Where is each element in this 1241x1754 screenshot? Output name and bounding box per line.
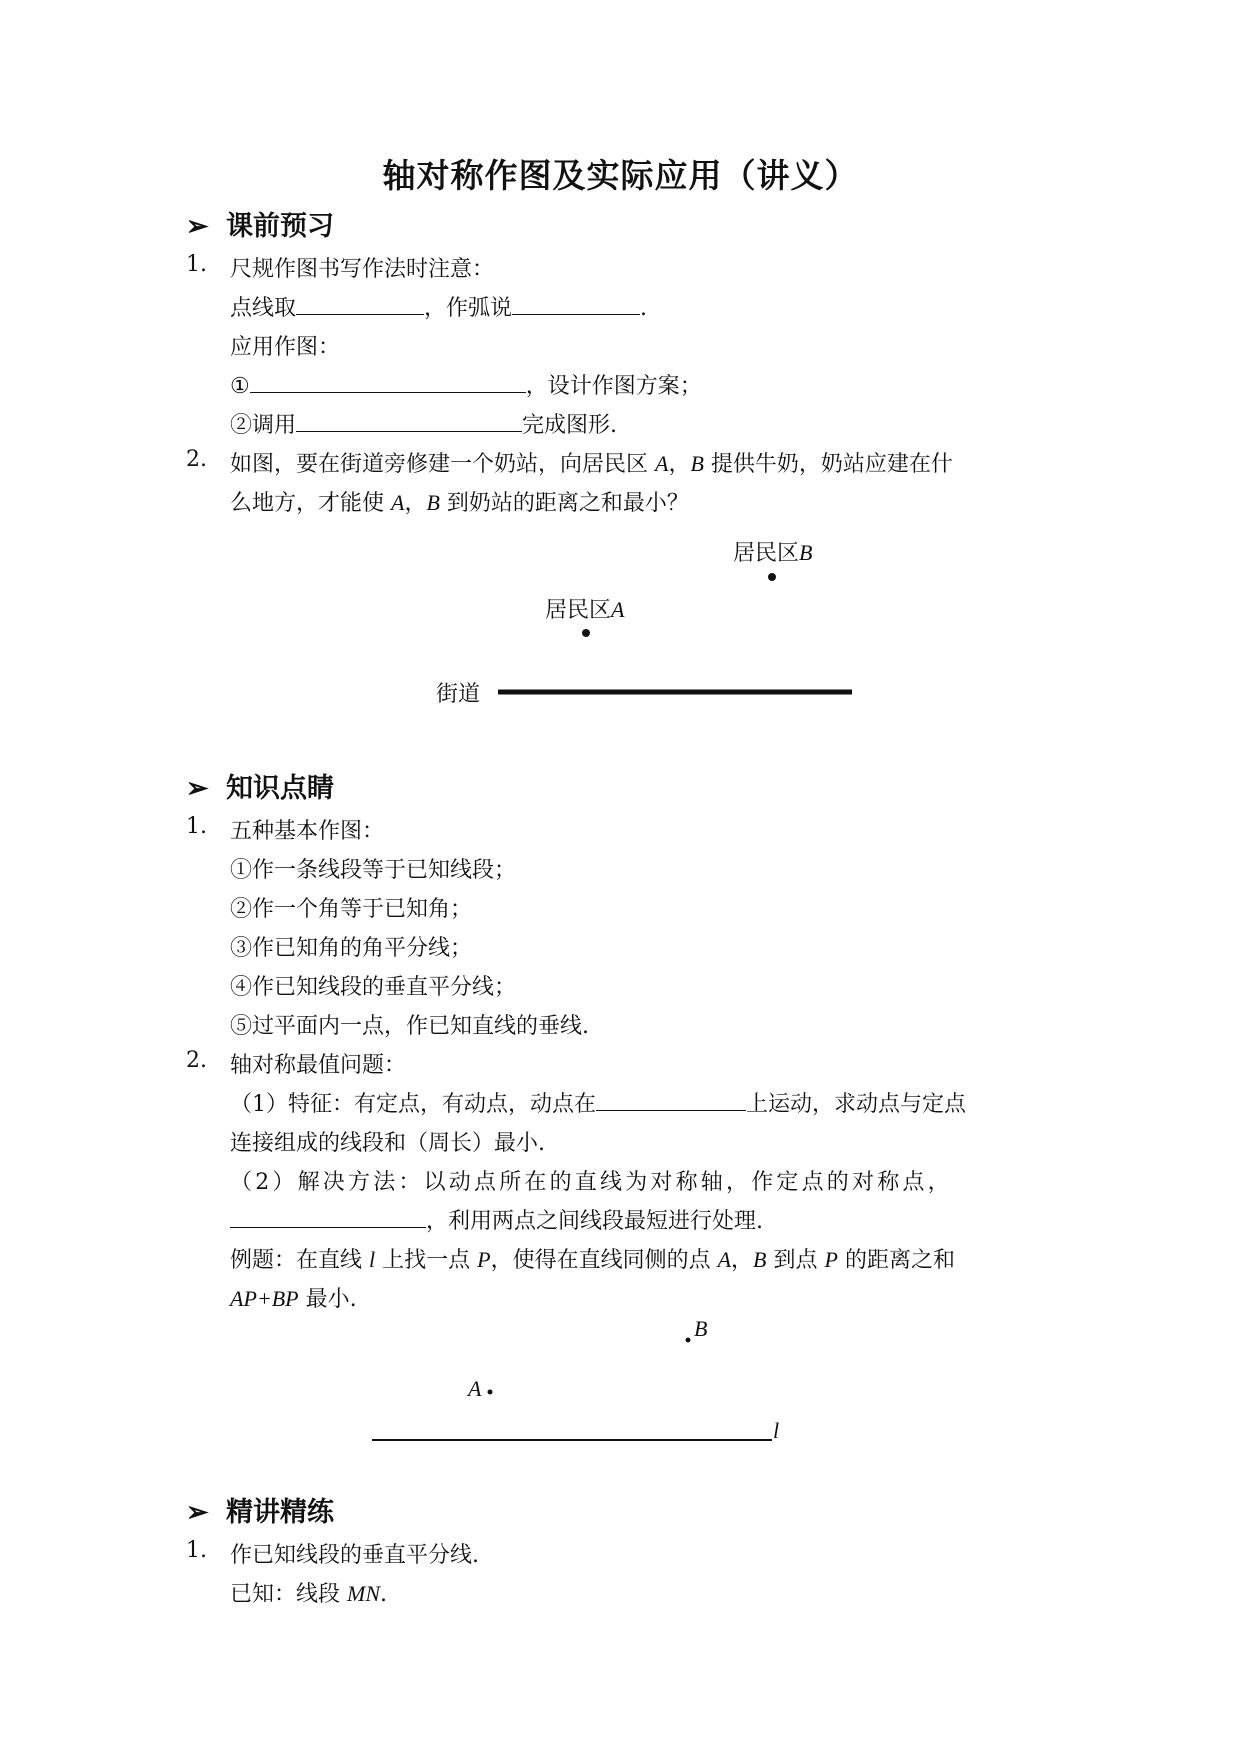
point-a-dot bbox=[488, 1390, 493, 1395]
arrow-bullet-icon: ➢ bbox=[186, 1497, 209, 1528]
question-text: （2）解决方法：以动点所在的直线为对称轴，作定点的对称点， bbox=[230, 1170, 953, 1195]
list-item: ②作一个角等于已知角； bbox=[230, 897, 473, 922]
question-number: 1. bbox=[186, 252, 207, 277]
text-segment: ， bbox=[668, 452, 691, 477]
question-number: 1. bbox=[186, 1538, 207, 1563]
text-segment: 到点 bbox=[766, 1248, 825, 1273]
text-segment: ，使得在直线同侧的点 bbox=[490, 1248, 718, 1273]
expression: AP+BP bbox=[230, 1286, 299, 1311]
text-segment: 点线取 bbox=[230, 296, 297, 321]
text-segment: 提供牛奶，奶站应建在什 bbox=[703, 452, 953, 477]
text-segment: . bbox=[380, 1582, 387, 1607]
question-text: 五种基本作图： bbox=[230, 819, 385, 844]
list-item: ③作已知角的角平分线； bbox=[230, 936, 473, 961]
point-b-label: B bbox=[694, 1316, 708, 1341]
text-segment: 例题：在直线 bbox=[230, 1248, 369, 1273]
point-label-b: B bbox=[753, 1247, 767, 1272]
text-segment: 已知：线段 bbox=[230, 1582, 347, 1607]
text-segment: 上运动，求动点与定点 bbox=[746, 1092, 967, 1117]
question-number: 2. bbox=[186, 1048, 207, 1073]
text-segment: 到奶站的距离之和最小？ bbox=[439, 491, 689, 516]
question-text bbox=[230, 1577, 387, 1608]
text-segment: 如图，要在街道旁修建一个奶站，向居民区 bbox=[230, 452, 655, 477]
section-title: 知识点睛 bbox=[226, 773, 334, 804]
street-label: 街道 bbox=[436, 682, 481, 707]
residential-b-label: 居民区B bbox=[733, 540, 813, 566]
list-item: ①作一条线段等于已知线段； bbox=[230, 858, 517, 883]
text-segment: ，作弧说 bbox=[424, 296, 513, 321]
line-label-l: l bbox=[369, 1247, 376, 1272]
question-text: 轴对称最值问题： bbox=[230, 1053, 407, 1078]
list-item: ④作已知线段的垂直平分线； bbox=[230, 975, 517, 1000]
text-segment: 么地方，才能使 bbox=[230, 491, 391, 516]
line-l-label: l bbox=[773, 1418, 780, 1443]
text-segment: ②调用 bbox=[230, 413, 297, 438]
section-title: 精讲精练 bbox=[226, 1497, 334, 1528]
section-heading-practice bbox=[186, 1490, 334, 1529]
point-label-a: A bbox=[391, 490, 405, 515]
question-text: 应用作图： bbox=[230, 335, 341, 360]
point-label-a: A bbox=[655, 451, 669, 476]
text-segment: ，利用两点之间线段最短进行处理. bbox=[426, 1209, 763, 1234]
question-text: 连接组成的线段和（周长）最小. bbox=[230, 1131, 545, 1156]
question-number: 1. bbox=[186, 814, 207, 839]
text-segment: （1）特征：有定点，有动点，动点在 bbox=[230, 1092, 596, 1117]
point-label-a: A bbox=[717, 1247, 732, 1272]
point-label-p: P bbox=[824, 1247, 838, 1272]
question-text: 尺规作图书写作法时注意： bbox=[230, 257, 495, 282]
point-label-p: P bbox=[477, 1247, 491, 1272]
segment-label-mn: MN bbox=[347, 1581, 380, 1606]
text-segment: . bbox=[640, 296, 648, 321]
text-segment: 的距离之和 bbox=[837, 1248, 955, 1273]
list-item: ⑤过平面内一点，作已知直线的垂线. bbox=[230, 1014, 589, 1039]
point-a-label: A bbox=[468, 1376, 482, 1401]
section-title: 课前预习 bbox=[226, 211, 334, 242]
text-segment: 完成图形. bbox=[522, 413, 618, 438]
point-b-dot bbox=[686, 1338, 691, 1343]
text-segment: 最小. bbox=[298, 1287, 357, 1312]
text-segment: ， bbox=[404, 491, 427, 516]
text-segment: ， bbox=[731, 1248, 754, 1273]
text-segment: ① bbox=[230, 374, 250, 399]
question-number: 2. bbox=[186, 447, 207, 472]
question-text: 作已知线段的垂直平分线. bbox=[230, 1543, 479, 1568]
point-label-b: B bbox=[426, 490, 440, 515]
arrow-bullet-icon: ➢ bbox=[186, 773, 209, 804]
text-segment: 上找一点 bbox=[375, 1248, 478, 1273]
point-label-b: B bbox=[690, 451, 704, 476]
residential-a-label: 居民区A bbox=[545, 597, 625, 623]
page-title: 轴对称作图及实际应用（讲义） bbox=[382, 156, 859, 195]
text-segment: ，设计作图方案； bbox=[525, 374, 702, 399]
arrow-bullet-icon: ➢ bbox=[186, 211, 209, 242]
